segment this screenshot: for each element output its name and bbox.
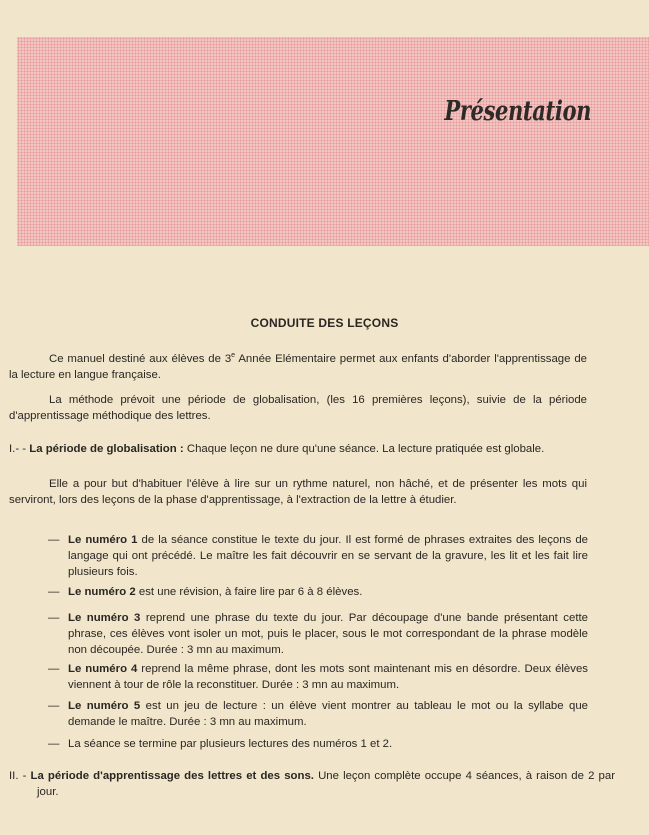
section-1-paragraph: Elle a pour but d'habituer l'élève à lire sur un rythme naturel, non hâché, et de présenter les mots qui serviront, lors des leçons de la phase d'apprentissage, à l'extraction de la lettre à étudier. xyxy=(9,478,587,506)
list-item: — Le numéro 2 est une révision, à faire lire par 6 à 8 élèves. xyxy=(48,586,363,598)
list-item: — Le numéro 1 de la séance constitue le texte du jour. Il est formé de phrases extraites des leçons de langage qui ont précédé. Le maître les fait découvrir en se servant de la gravure, les lit et les fait lire plusieurs fois. xyxy=(48,534,588,578)
list-item: — La séance se termine par plusieurs lectures des numéros 1 et 2. xyxy=(48,738,393,750)
page-title: Présentation xyxy=(444,96,591,127)
title-banner xyxy=(17,37,649,246)
intro-paragraph-2: La méthode prévoit une période de globalisation, (les 16 premières leçons), suivie de la période d'apprentissage méthodique des lettres. xyxy=(9,394,587,422)
section-1-heading: I.- - La période de globalisation : Chaque leçon ne dure qu'une séance. La lecture pratiquée est globale. xyxy=(9,443,545,455)
list-item: — Le numéro 3 reprend une phrase du texte du jour. Par découpage d'une bande présentant cette phrase, ces élèves vont isoler un mot, puis le placer, sous le mot correspondant de la phrase modèle non découpée. Durée : 3 mn au maximum. xyxy=(48,612,588,656)
section-heading: CONDUITE DES LEÇONS xyxy=(250,316,399,330)
list-item: — Le numéro 5 est un jeu de lecture : un élève vient montrer au tableau le mot ou la syllabe que demande le maître. Durée : 3 mn au maximum. xyxy=(48,700,588,728)
section-2-heading: II. - La période d'apprentissage des lettres et des sons. Une leçon complète occupe 4 séances, à raison de 2 par jour. xyxy=(9,770,615,798)
list-item: — Le numéro 4 reprend la même phrase, dont les mots sont maintenant mis en désordre. Deux élèves viennent à tour de rôle la reconstituer. Durée : 3 mn au maximum. xyxy=(48,663,588,691)
intro-paragraph-1: Ce manuel destiné aux élèves de 3e Année Elémentaire permet aux enfants d'aborder l'apprentissage de la lecture en langue française. xyxy=(9,352,588,381)
